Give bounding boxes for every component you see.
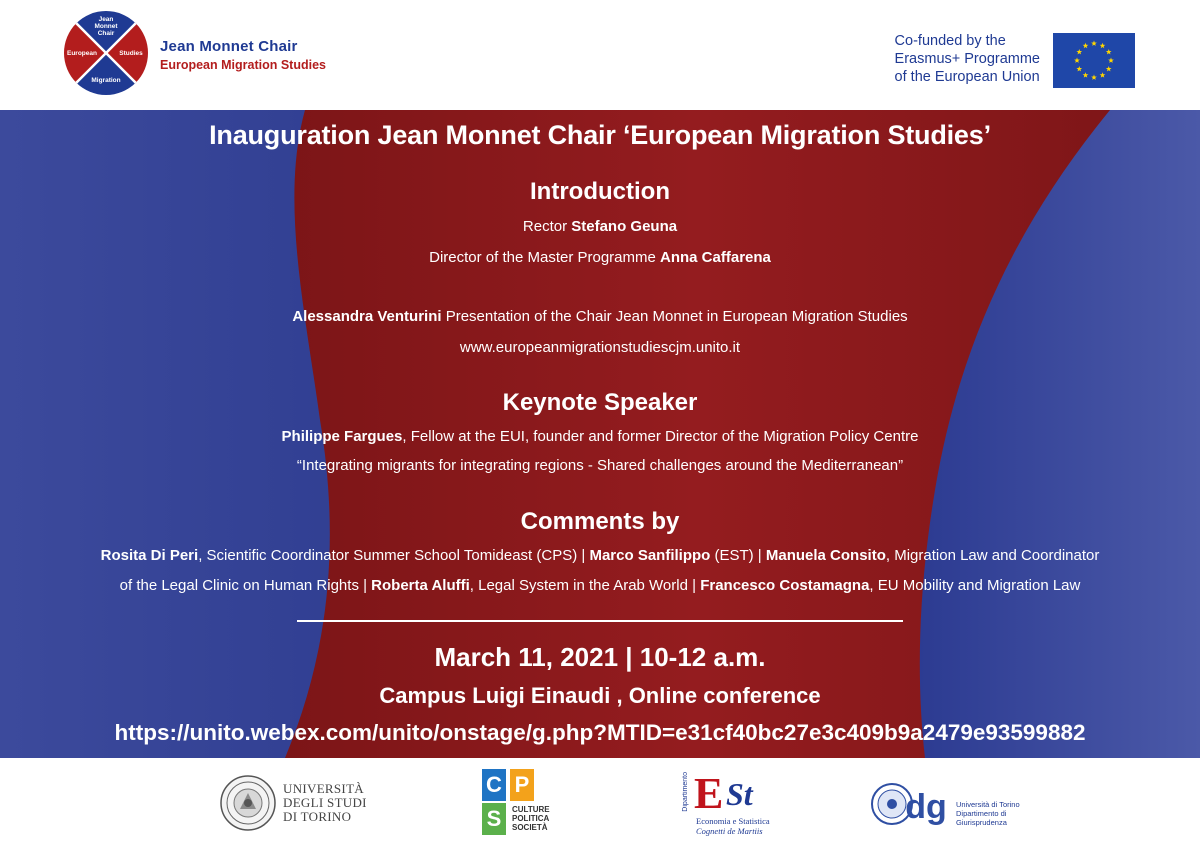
introduction-heading: Introduction — [530, 178, 670, 205]
comments-heading: Comments by — [520, 508, 680, 535]
chair-name-block — [160, 38, 326, 72]
chair-title: Jean Monnet Chair — [160, 38, 298, 55]
est-subtitle: Economia e Statistica Cognetti de Martiis — [696, 816, 770, 836]
keynote-talk-title: “Integrating migrants for integrating regions - Shared challenges around the Mediterranean” — [296, 457, 904, 474]
event-title: Inauguration Jean Monnet Chair ‘European Migration Studies’ — [209, 120, 991, 150]
est-letter-e: E — [694, 769, 724, 818]
giurisprudenza-name: Università di Torino Dipartimento di Giurisprudenza — [956, 800, 1020, 827]
logo-text-bottom: Migration — [91, 77, 121, 84]
presenter-name: Alessandra Venturini — [292, 308, 442, 325]
cps-logo — [482, 769, 548, 835]
cps-letter-c: C — [482, 769, 506, 801]
est-logo — [682, 769, 796, 840]
keynote-heading: Keynote Speaker — [502, 389, 698, 416]
logo-text-left: European — [67, 50, 97, 57]
eu-line-2: Erasmus+ Programme — [894, 51, 1040, 67]
commenter-name: Manuela Consito — [765, 547, 886, 564]
commenter-name: Roberta Aluffi — [371, 577, 470, 594]
est-letters-st: St — [726, 776, 753, 812]
unito-seal-icon — [220, 775, 276, 831]
comments-line-2: of the Legal Clinic on Human Rights | Roberta Aluffi, Legal System in the Arab World | Francesco Costamagna, EU Mobility and Migration Law — [119, 577, 1081, 594]
dg-mark-text: dg — [905, 788, 947, 826]
giurisprudenza-seal-icon — [870, 780, 956, 830]
unito-name: UNIVERSITÀ DEGLI STUDI DI TORINO — [283, 781, 367, 824]
event-venue: Campus Luigi Einaudi , Online conference — [379, 683, 821, 708]
chair-website-link[interactable]: www.europeanmigrationstudiescjm.unito.it — [459, 339, 741, 356]
presenter-line: Alessandra Venturini Presentation of the Chair Jean Monnet in European Migration Studies — [292, 308, 908, 325]
event-date-time: March 11, 2021 | 10-12 a.m. — [434, 642, 766, 672]
est-vertical-label: Dipartimento — [682, 772, 689, 812]
logo-text-top: Jean Monnet Chair — [94, 16, 118, 37]
erasmus-cofunded-text — [895, 32, 1040, 86]
footer-logos — [0, 758, 1200, 849]
cps-letter-p: P — [510, 769, 534, 801]
logo-text-right: Studies — [119, 50, 143, 57]
chair-subtitle: European Migration Studies — [160, 58, 326, 72]
giurisprudenza-logo — [870, 780, 1050, 830]
eu-flag-icon — [1053, 33, 1135, 88]
keynote-speaker-line: Philippe Fargues, Fellow at the EUI, founder and former Director of the Migration Policy Centre — [281, 428, 919, 445]
director-name: Anna Caffarena — [660, 249, 771, 266]
rector-line: Rector Stefano Geuna — [522, 218, 678, 235]
comments-line-1: Rosita Di Peri, Scientific Coordinator Summer School Tomideast (CPS) | Marco Sanfilippo (EST) | Manuela Consito, Migration Law and Coordinator — [100, 547, 1100, 564]
director-line: Director of the Master Programme Anna Caffarena — [429, 249, 771, 266]
header — [0, 0, 1200, 110]
commenter-name: Marco Sanfilippo — [589, 547, 711, 564]
divider — [297, 620, 903, 622]
rector-name: Stefano Geuna — [571, 218, 678, 235]
event-panel — [0, 110, 1200, 758]
eu-line-3: of the European Union — [894, 69, 1040, 85]
jean-monnet-logo — [63, 10, 149, 96]
eu-line-1: Co-funded by the — [894, 33, 1006, 49]
commenter-name: Rosita Di Peri — [100, 547, 199, 564]
cps-letter-s: S — [482, 803, 506, 835]
keynote-speaker-name: Philippe Fargues — [281, 428, 403, 445]
commenter-name: Francesco Costamagna — [700, 577, 870, 594]
webex-link[interactable]: https://unito.webex.com/unito/onstage/g.php?MTID=e31cf40bc27e3c409b9a2479e93599882 — [114, 720, 1086, 745]
cps-words: CULTURE POLITICA SOCIETÀ — [512, 805, 550, 832]
